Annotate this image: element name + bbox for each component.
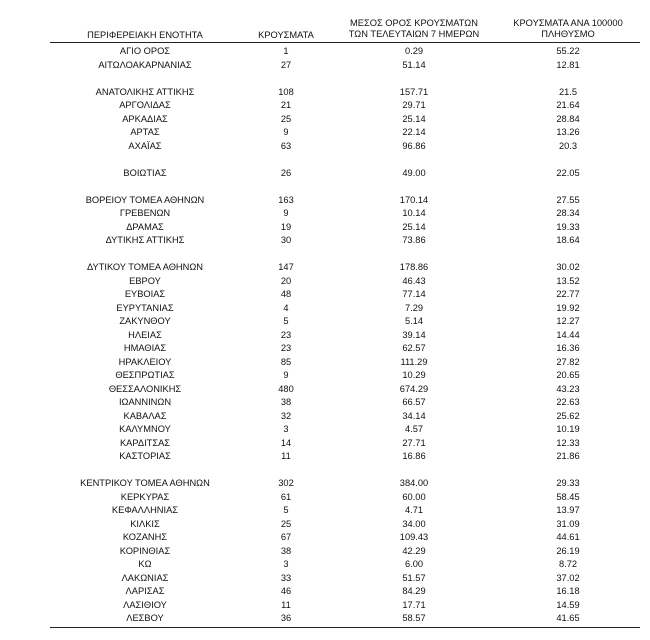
- cell-7day-average: 84.29: [402, 586, 426, 597]
- cell-per-100000: 28.84: [556, 113, 580, 124]
- cell-7day-average: 4.57: [404, 424, 424, 435]
- cell-region: ΘΕΣΣΑΛΟΝΙΚΗΣ: [108, 383, 182, 394]
- table-row: [50, 234, 640, 248]
- cell-region: ΛΑΣΙΘΙΟΥ: [123, 599, 167, 610]
- table-row: [50, 437, 640, 451]
- cell-7day-average: 42.29: [402, 545, 426, 556]
- cell-region: ΗΛΕΙΑΣ: [128, 329, 162, 340]
- cell-per-100000: 20.3: [558, 140, 578, 151]
- cell-cases: 5: [283, 505, 289, 516]
- cell-per-100000: 25.62: [556, 410, 580, 421]
- cell-per-100000: 19.33: [556, 221, 580, 232]
- cell-cases: 27: [280, 59, 292, 70]
- cell-7day-average: 34.00: [402, 518, 426, 529]
- cell-7day-average: 10.29: [402, 370, 426, 381]
- cell-7day-average: 62.57: [402, 343, 426, 354]
- cell-7day-average: 60.00: [402, 491, 426, 502]
- cell-per-100000: 27.82: [556, 356, 580, 367]
- table-row: [50, 369, 640, 383]
- cell-per-100000: 43.23: [556, 383, 580, 394]
- table-row: [50, 396, 640, 410]
- cell-region: ΗΜΑΘΙΑΣ: [123, 343, 167, 354]
- table-row: [50, 99, 640, 113]
- table-row: [50, 599, 640, 613]
- table-row: [50, 140, 640, 154]
- cell-7day-average: 109.43: [399, 532, 429, 543]
- cell-per-100000: 12.81: [556, 59, 580, 70]
- cell-7day-average: 51.57: [402, 572, 426, 583]
- cell-per-100000: 10.19: [556, 424, 580, 435]
- cell-per-100000: 20.65: [556, 370, 580, 381]
- table-row: [50, 167, 640, 181]
- cell-cases: 23: [280, 329, 292, 340]
- cell-7day-average: 5.14: [404, 316, 424, 327]
- table-row: [50, 558, 640, 572]
- header-7day-average-line2: ΤΩΝ ΤΕΛΕΥΤΑΙΩΝ 7 ΗΜΕΡΩΝ: [348, 29, 480, 39]
- cell-per-100000: 44.61: [556, 532, 580, 543]
- cell-per-100000: 13.52: [556, 275, 580, 286]
- cell-cases: 38: [280, 397, 292, 408]
- cell-per-100000: 18.64: [556, 235, 580, 246]
- cell-cases: 4: [283, 302, 289, 313]
- cell-region: ΚΟΖΑΝΗΣ: [122, 532, 168, 543]
- cell-region: ΑΙΤΩΛΟΑΚΑΡΝΑΝΙΑΣ: [98, 59, 192, 70]
- table-row: [50, 315, 640, 329]
- cell-7day-average: 39.14: [402, 329, 426, 340]
- table-row: [50, 329, 640, 343]
- table-row: [50, 288, 640, 302]
- cell-7day-average: 674.29: [399, 383, 429, 394]
- cell-region: ΕΥΒΟΙΑΣ: [124, 289, 166, 300]
- cell-per-100000: 14.44: [556, 329, 580, 340]
- cell-cases: 25: [280, 518, 292, 529]
- cell-7day-average: 384.00: [399, 478, 429, 489]
- table-row: [50, 585, 640, 599]
- table-row: [50, 45, 640, 59]
- cell-per-100000: 30.02: [556, 262, 580, 273]
- cell-cases: 38: [280, 545, 292, 556]
- table-row: [50, 450, 640, 464]
- cell-per-100000: 13.26: [556, 127, 580, 138]
- cell-7day-average: 17.71: [402, 599, 426, 610]
- header-cases: ΚΡΟΥΣΜΑΤΑ: [258, 30, 314, 40]
- cell-region: ΚΑΣΤΟΡΙΑΣ: [119, 451, 171, 462]
- cell-per-100000: 26.19: [556, 545, 580, 556]
- cell-7day-average: 22.14: [402, 127, 426, 138]
- cell-region: ΔΥΤΙΚΗΣ ΑΤΤΙΚΗΣ: [105, 235, 185, 246]
- table-row: [50, 59, 640, 73]
- cell-per-100000: 27.55: [556, 194, 580, 205]
- cell-7day-average: 10.14: [402, 208, 426, 219]
- header-7day-average: [332, 18, 496, 40]
- table-row: [50, 518, 640, 532]
- cell-cases: 20: [280, 275, 292, 286]
- cell-region: ΔΡΑΜΑΣ: [126, 221, 164, 232]
- cell-cases: 36: [280, 613, 292, 624]
- header-per-100000: [496, 18, 640, 40]
- cell-region: ΚΕΦΑΛΛΗΝΙΑΣ: [111, 505, 179, 516]
- cell-cases: 5: [283, 316, 289, 327]
- cell-per-100000: 22.05: [556, 167, 580, 178]
- header-7day-average-line1: ΜΕΣΟΣ ΟΡΟΣ ΚΡΟΥΣΜΑΤΩΝ: [350, 18, 478, 28]
- cell-7day-average: 25.14: [402, 221, 426, 232]
- cell-7day-average: 178.86: [399, 262, 429, 273]
- cell-cases: 85: [280, 356, 292, 367]
- cell-7day-average: 170.14: [399, 194, 429, 205]
- table-header: [50, 14, 640, 42]
- header-per-100000-line1: ΚΡΟΥΣΜΑΤΑ ΑΝΑ 100000: [513, 18, 623, 28]
- cell-7day-average: 58.57: [402, 613, 426, 624]
- cell-7day-average: 46.43: [402, 275, 426, 286]
- cell-region: ΖΑΚΥΝΘΟΥ: [119, 316, 171, 327]
- cases-table: [50, 14, 640, 628]
- cell-region: ΚΑΛΥΜΝΟΥ: [119, 424, 171, 435]
- table-row: [50, 342, 640, 356]
- table-row: [50, 383, 640, 397]
- table-row: [50, 504, 640, 518]
- cell-cases: 23: [280, 343, 292, 354]
- cell-7day-average: 51.14: [402, 59, 426, 70]
- header-region: ΠΕΡΙΦΕΡΕΙΑΚΗ ΕΝΟΤΗΤΑ: [87, 30, 203, 40]
- cell-region: ΚΟΡΙΝΘΙΑΣ: [119, 545, 171, 556]
- cell-7day-average: 66.57: [402, 397, 426, 408]
- cell-7day-average: 77.14: [402, 289, 426, 300]
- cell-region: ΒΟΡΕΙΟΥ ΤΟΜΕΑ ΑΘΗΝΩΝ: [85, 194, 205, 205]
- cell-cases: 26: [280, 167, 292, 178]
- cell-per-100000: 29.33: [556, 478, 580, 489]
- cell-region: ΚΑΒΑΛΑΣ: [123, 410, 167, 421]
- cell-7day-average: 34.14: [402, 410, 426, 421]
- cell-cases: 33: [280, 572, 292, 583]
- cell-per-100000: 31.09: [556, 518, 580, 529]
- cell-cases: 480: [278, 383, 294, 394]
- cell-cases: 108: [278, 86, 294, 97]
- cell-7day-average: 16.86: [402, 451, 426, 462]
- cell-region: ΚΕΝΤΡΙΚΟΥ ΤΟΜΕΑ ΑΘΗΝΩΝ: [80, 478, 210, 489]
- table-row: [50, 86, 640, 100]
- cell-per-100000: 55.22: [556, 46, 580, 57]
- table-row: [50, 423, 640, 437]
- cell-per-100000: 12.33: [556, 437, 580, 448]
- cell-per-100000: 22.63: [556, 397, 580, 408]
- table-row: [50, 302, 640, 316]
- cell-per-100000: 58.45: [556, 491, 580, 502]
- cell-cases: 14: [280, 437, 292, 448]
- cell-region: ΒΟΙΩΤΙΑΣ: [123, 167, 167, 178]
- table-row: [50, 113, 640, 127]
- cell-region: ΑΝΑΤΟΛΙΚΗΣ ΑΤΤΙΚΗΣ: [95, 86, 195, 97]
- cell-per-100000: 21.86: [556, 451, 580, 462]
- cell-per-100000: 41.65: [556, 613, 580, 624]
- cell-region: ΚΕΡΚΥΡΑΣ: [120, 491, 170, 502]
- cell-cases: 67: [280, 532, 292, 543]
- cell-cases: 1: [283, 46, 289, 57]
- table-row: [50, 612, 640, 626]
- table-row: [50, 410, 640, 424]
- header-per-100000-line2: ΠΛΗΘΥΣΜΟ: [541, 29, 595, 39]
- cell-cases: 61: [280, 491, 292, 502]
- cell-per-100000: 37.02: [556, 572, 580, 583]
- table-row: [50, 194, 640, 208]
- cell-per-100000: 16.18: [556, 586, 580, 597]
- cell-region: ΚΙΛΚΙΣ: [130, 518, 160, 529]
- cell-per-100000: 12.27: [556, 316, 580, 327]
- cell-cases: 302: [278, 478, 294, 489]
- cell-7day-average: 7.29: [404, 302, 424, 313]
- cell-region: ΕΥΡΥΤΑΝΙΑΣ: [116, 302, 174, 313]
- cell-cases: 21: [280, 100, 292, 111]
- table-row: [50, 221, 640, 235]
- cell-region: ΔΥΤΙΚΟΥ ΤΟΜΕΑ ΑΘΗΝΩΝ: [86, 262, 204, 273]
- table-row: [50, 126, 640, 140]
- cell-cases: 147: [278, 262, 294, 273]
- cell-per-100000: 19.92: [556, 302, 580, 313]
- cell-cases: 46: [280, 586, 292, 597]
- cell-7day-average: 27.71: [402, 437, 426, 448]
- cell-cases: 19: [280, 221, 292, 232]
- table-row: [50, 531, 640, 545]
- cell-cases: 9: [283, 208, 289, 219]
- table-body: [50, 43, 640, 626]
- cell-7day-average: 4.71: [404, 505, 424, 516]
- cell-region: ΗΡΑΚΛΕΙΟΥ: [118, 356, 172, 367]
- cell-cases: 63: [280, 140, 292, 151]
- cell-cases: 48: [280, 289, 292, 300]
- cell-per-100000: 21.64: [556, 100, 580, 111]
- cell-cases: 3: [283, 424, 289, 435]
- cell-7day-average: 49.00: [402, 167, 426, 178]
- table-row: [50, 261, 640, 275]
- cell-cases: 9: [283, 127, 289, 138]
- cell-region: ΕΒΡΟΥ: [129, 275, 161, 286]
- cell-cases: 11: [281, 599, 291, 610]
- cell-per-100000: 8.72: [558, 559, 578, 570]
- cell-cases: 11: [281, 451, 291, 462]
- cell-region: ΓΡΕΒΕΝΩΝ: [119, 208, 171, 219]
- cell-region: ΚΩ: [138, 559, 152, 570]
- cell-per-100000: 28.34: [556, 208, 580, 219]
- cell-per-100000: 16.36: [556, 343, 580, 354]
- cell-region: ΑΡΓΟΛΙΔΑΣ: [119, 100, 171, 111]
- cell-region: ΑΧΑΪΑΣ: [128, 140, 162, 151]
- cell-region: ΛΑΡΙΣΑΣ: [125, 586, 165, 597]
- cell-cases: 32: [280, 410, 292, 421]
- cell-region: ΑΓΙΟ ΟΡΟΣ: [119, 46, 171, 57]
- cell-per-100000: 14.59: [556, 599, 580, 610]
- bottom-rule: [50, 627, 640, 628]
- cell-region: ΛΕΣΒΟΥ: [126, 613, 164, 624]
- cell-7day-average: 6.00: [404, 559, 424, 570]
- table-row: [50, 491, 640, 505]
- cell-cases: 163: [278, 194, 294, 205]
- cell-7day-average: 157.71: [399, 86, 429, 97]
- table-row: [50, 545, 640, 559]
- table-row: [50, 275, 640, 289]
- cell-7day-average: 96.86: [402, 140, 426, 151]
- cell-per-100000: 22.77: [556, 289, 580, 300]
- table-row: [50, 207, 640, 221]
- table-row: [50, 477, 640, 491]
- table-row: [50, 356, 640, 370]
- cell-region: ΘΕΣΠΡΩΤΙΑΣ: [115, 370, 175, 381]
- cell-cases: 30: [280, 235, 292, 246]
- cell-region: ΚΑΡΔΙΤΣΑΣ: [119, 437, 171, 448]
- cell-7day-average: 29.71: [402, 100, 426, 111]
- cell-7day-average: 111.29: [400, 356, 428, 367]
- cell-region: ΙΩΑΝΝΙΝΩΝ: [118, 397, 172, 408]
- cell-cases: 3: [283, 559, 289, 570]
- cell-region: ΑΡΚΑΔΙΑΣ: [122, 113, 168, 124]
- cell-cases: 25: [280, 113, 292, 124]
- cell-7day-average: 0.29: [404, 46, 424, 57]
- cell-per-100000: 13.97: [556, 505, 580, 516]
- cell-cases: 9: [283, 370, 289, 381]
- cell-per-100000: 21.5: [558, 86, 578, 97]
- cell-7day-average: 73.86: [402, 235, 426, 246]
- table-row: [50, 572, 640, 586]
- cell-region: ΛΑΚΩΝΙΑΣ: [121, 572, 169, 583]
- cell-region: ΑΡΤΑΣ: [130, 127, 160, 138]
- cell-7day-average: 25.14: [402, 113, 426, 124]
